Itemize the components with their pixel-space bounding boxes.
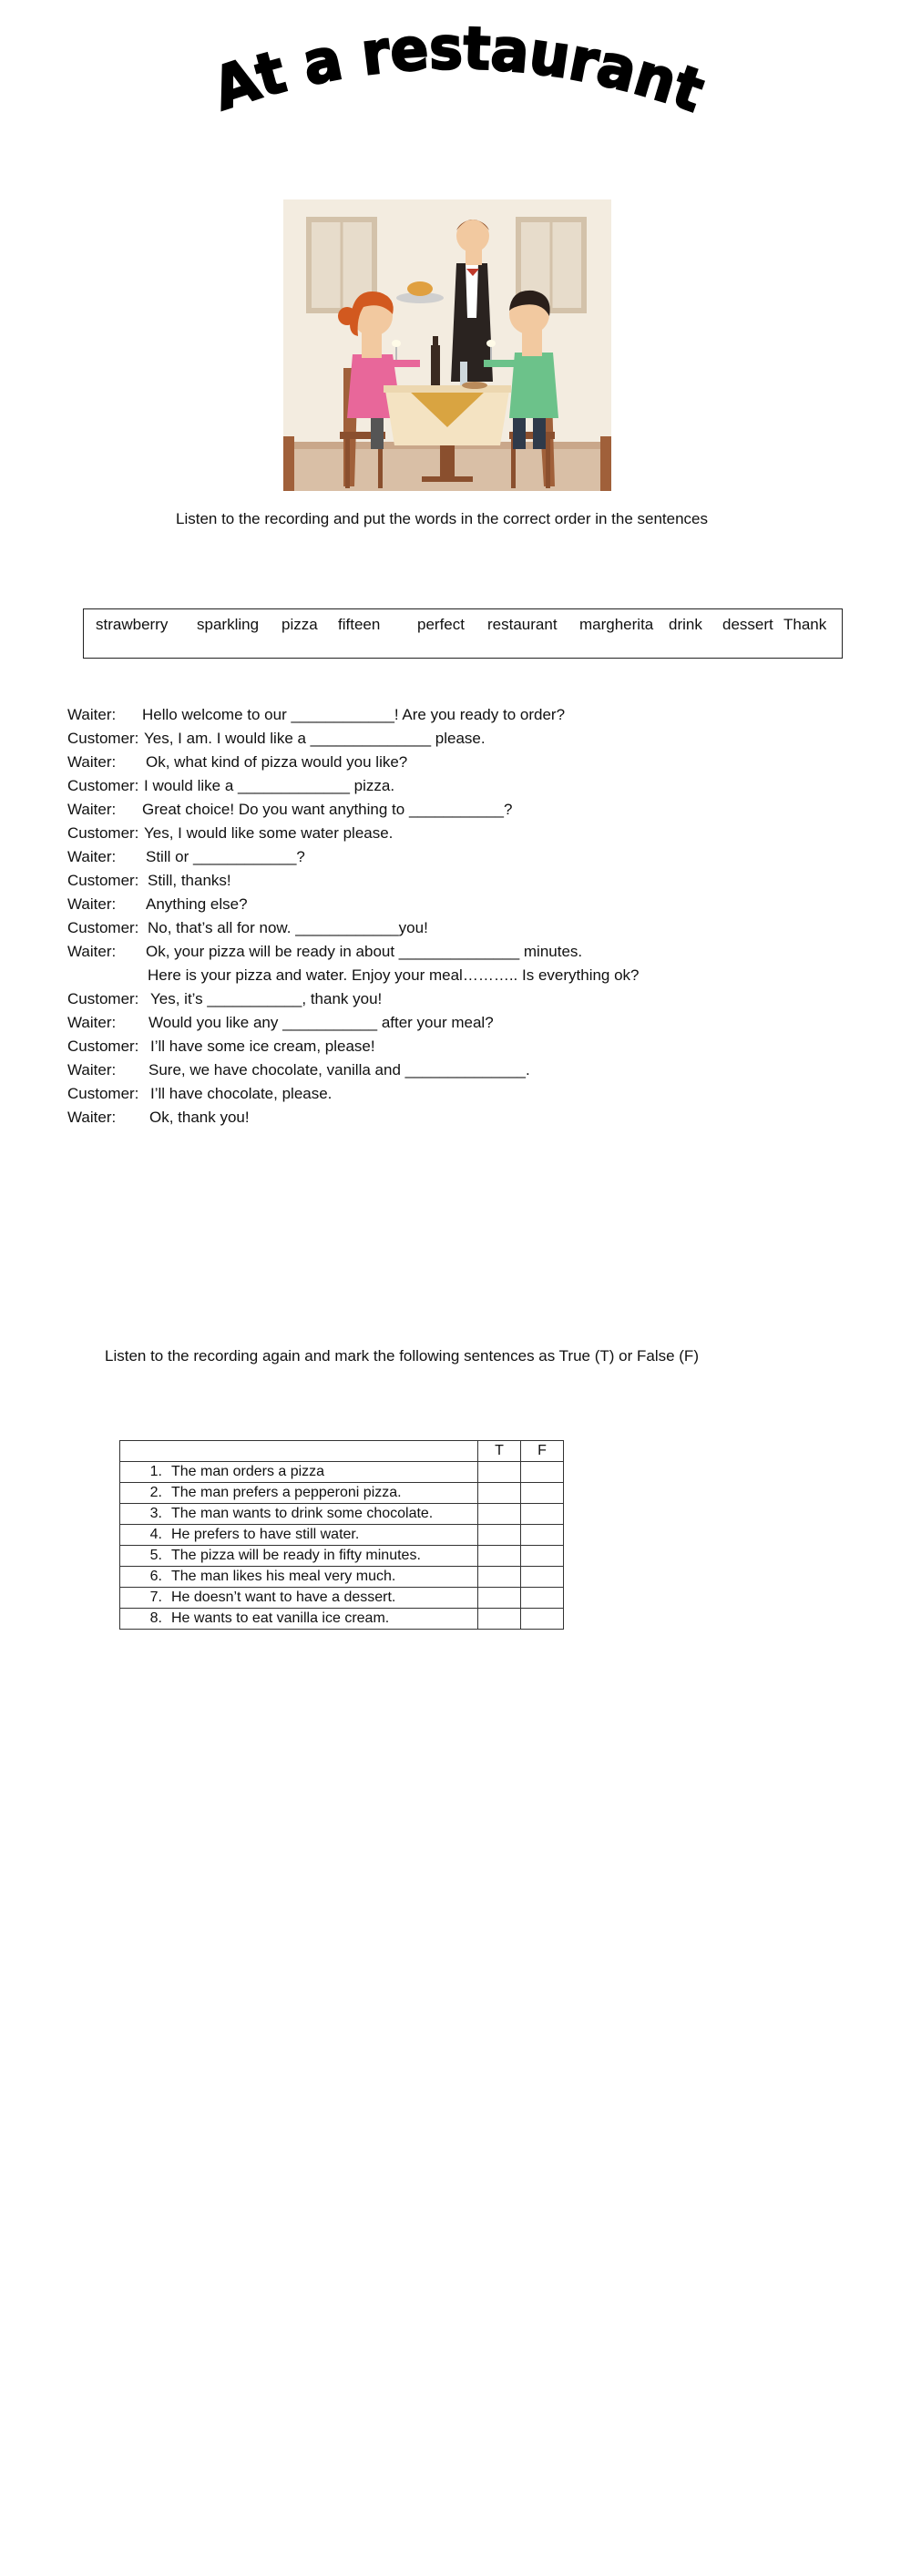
false-answer-cell[interactable] xyxy=(521,1504,564,1525)
statement-cell xyxy=(120,1504,478,1525)
dialogue-line xyxy=(67,916,869,940)
word-bank-item: sparkling xyxy=(197,616,260,633)
dialogue-line xyxy=(67,1082,869,1106)
speaker: Customer: xyxy=(67,1085,139,1102)
line-text: Ok, your pizza will be ready in about ______________ minutes. xyxy=(146,943,583,960)
dialogue xyxy=(67,703,869,1130)
true-answer-cell[interactable] xyxy=(478,1567,521,1588)
speaker: Customer: xyxy=(67,1038,139,1055)
line-text: Ok, what kind of pizza would you like? xyxy=(146,753,408,771)
line-text: Still or ____________? xyxy=(146,848,305,865)
false-answer-cell[interactable] xyxy=(521,1483,564,1504)
dialogue-line xyxy=(67,893,869,916)
speaker: Waiter: xyxy=(67,801,117,818)
table-row xyxy=(120,1588,564,1609)
statement-text: The man orders a pizza xyxy=(171,1464,325,1479)
true-answer-cell[interactable] xyxy=(478,1525,521,1546)
line-text: I’ll have chocolate, please. xyxy=(150,1085,333,1102)
dialogue-line xyxy=(67,751,869,774)
false-answer-cell[interactable] xyxy=(521,1567,564,1588)
dialogue-line xyxy=(67,822,869,845)
true-answer-cell[interactable] xyxy=(478,1609,521,1630)
table-row xyxy=(120,1525,564,1546)
line-text: Anything else? xyxy=(146,895,248,913)
statement-cell xyxy=(120,1567,478,1588)
dialogue-line xyxy=(67,869,869,893)
statement-cell xyxy=(120,1588,478,1609)
statement-text: The pizza will be ready in fifty minutes. xyxy=(171,1548,421,1563)
speaker: Customer: xyxy=(67,824,139,842)
table-row xyxy=(120,1462,564,1483)
word-bank-item: Thank xyxy=(783,616,827,633)
instructions-word-order: Listen to the recording and put the words in the correct order in the sentences xyxy=(176,510,709,527)
statement-cell xyxy=(120,1609,478,1630)
line-text: Yes, I am. I would like a ______________ please. xyxy=(144,730,486,747)
dialogue-line xyxy=(67,845,869,869)
word-bank-item: drink xyxy=(669,616,702,633)
statement-cell xyxy=(120,1546,478,1567)
dialogue-line xyxy=(67,1011,869,1035)
word-bank-item: perfect xyxy=(417,616,465,633)
table-row xyxy=(120,1483,564,1504)
dialogue-line xyxy=(67,1035,869,1058)
line-text: Yes, I would like some water please. xyxy=(144,824,394,842)
speaker: Waiter: xyxy=(67,706,117,723)
dialogue-line xyxy=(67,964,869,987)
true-answer-cell[interactable] xyxy=(478,1462,521,1483)
true-answer-cell[interactable] xyxy=(478,1504,521,1525)
line-text: Great choice! Do you want anything to ___________? xyxy=(142,801,513,818)
statement-text: The man likes his meal very much. xyxy=(171,1569,396,1584)
header-statement xyxy=(120,1441,478,1462)
table-row xyxy=(120,1504,564,1525)
statement-text: He prefers to have still water. xyxy=(171,1527,360,1542)
true-answer-cell[interactable] xyxy=(478,1588,521,1609)
statement-cell xyxy=(120,1483,478,1504)
true-false-table xyxy=(119,1440,564,1630)
table-row xyxy=(120,1546,564,1567)
speaker: Waiter: xyxy=(67,895,117,913)
speaker: Waiter: xyxy=(67,1109,117,1126)
instructions-true-false: Listen to the recording again and mark the following sentences as True (T) or False (F) xyxy=(105,1347,699,1365)
speaker: Customer: xyxy=(67,919,139,936)
header-true: T xyxy=(478,1441,521,1462)
false-answer-cell[interactable] xyxy=(521,1462,564,1483)
line-text: Would you like any ___________ after your meal? xyxy=(148,1014,494,1031)
word-bank-item: strawberry xyxy=(96,616,169,633)
speaker: Waiter: xyxy=(67,848,117,865)
speaker: Customer: xyxy=(67,990,139,1007)
speaker: Waiter: xyxy=(67,943,117,960)
line-text: Hello welcome to our ____________! Are you ready to order? xyxy=(142,706,566,723)
dialogue-line xyxy=(67,1058,869,1082)
true-answer-cell[interactable] xyxy=(478,1483,521,1504)
false-answer-cell[interactable] xyxy=(521,1546,564,1567)
statement-text: The man wants to drink some chocolate. xyxy=(171,1506,434,1521)
table-row xyxy=(120,1609,564,1630)
dialogue-line xyxy=(67,703,869,727)
speaker: Waiter: xyxy=(67,753,117,771)
false-answer-cell[interactable] xyxy=(521,1525,564,1546)
line-text: I would like a _____________ pizza. xyxy=(144,777,395,794)
statement-text: The man prefers a pepperoni pizza. xyxy=(171,1485,402,1500)
title-text: At a restaurant xyxy=(205,18,713,127)
page-title xyxy=(182,18,729,128)
false-answer-cell[interactable] xyxy=(521,1609,564,1630)
line-text: Here is your pizza and water. Enjoy your meal……….. Is everything ok? xyxy=(148,966,640,984)
svg-text:At a restaurant xyxy=(205,18,711,126)
dialogue-line xyxy=(67,727,869,751)
word-bank-item: margherita xyxy=(579,616,654,633)
speaker: Waiter: xyxy=(67,1061,117,1078)
line-text: Still, thanks! xyxy=(148,872,231,889)
dialogue-line xyxy=(67,798,869,822)
header-false: F xyxy=(521,1441,564,1462)
statement-number: 3. xyxy=(149,1506,162,1521)
statement-number: 6. xyxy=(149,1569,162,1584)
speaker: Customer: xyxy=(67,872,139,889)
statement-number: 2. xyxy=(149,1485,162,1500)
statement-cell xyxy=(120,1462,478,1483)
true-answer-cell[interactable] xyxy=(478,1546,521,1567)
statement-number: 1. xyxy=(149,1464,162,1479)
word-bank-item: dessert xyxy=(722,616,773,633)
statement-number: 4. xyxy=(149,1527,162,1542)
table-header-row xyxy=(120,1441,564,1462)
statement-text: He wants to eat vanilla ice cream. xyxy=(171,1610,390,1626)
statement-number: 7. xyxy=(149,1590,162,1605)
line-text: Ok, thank you! xyxy=(149,1109,250,1126)
statement-cell xyxy=(120,1525,478,1546)
line-text: Yes, it’s ___________, thank you! xyxy=(150,990,383,1007)
line-text: Sure, we have chocolate, vanilla and ______________. xyxy=(148,1061,530,1078)
word-bank-item: restaurant xyxy=(487,616,558,633)
speaker: Customer: xyxy=(67,777,139,794)
dialogue-line xyxy=(67,940,869,964)
line-text: I’ll have some ice cream, please! xyxy=(150,1038,375,1055)
statement-number: 5. xyxy=(149,1548,162,1563)
statement-number: 8. xyxy=(149,1610,162,1626)
dialogue-line xyxy=(67,1106,869,1130)
restaurant-illustration xyxy=(283,199,611,491)
statement-text: He doesn’t want to have a dessert. xyxy=(171,1590,396,1605)
dialogue-line xyxy=(67,987,869,1011)
false-answer-cell[interactable] xyxy=(521,1588,564,1609)
word-bank xyxy=(83,608,843,659)
word-bank-item: fifteen xyxy=(338,616,381,633)
speaker: Customer: xyxy=(67,730,139,747)
table-row xyxy=(120,1567,564,1588)
word-bank-item: pizza xyxy=(281,616,318,633)
dialogue-line xyxy=(67,774,869,798)
line-text: No, that’s all for now. ____________you! xyxy=(148,919,428,936)
speaker: Waiter: xyxy=(67,1014,117,1031)
